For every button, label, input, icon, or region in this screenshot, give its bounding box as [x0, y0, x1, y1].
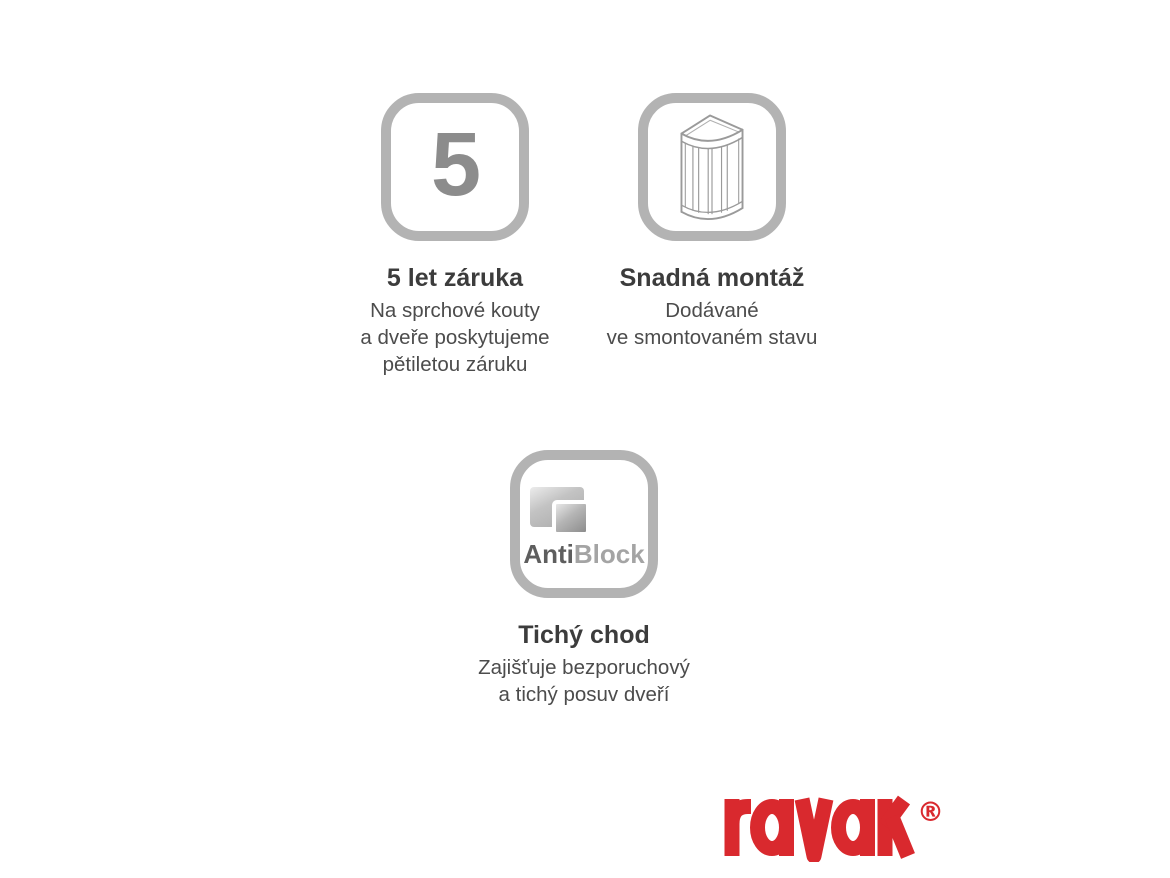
feature-assembly-line-2: ve smontovaném stavu	[606, 326, 818, 349]
feature-warranty-line-3: pětiletou záruku	[382, 353, 528, 376]
antiblock-icon	[510, 450, 658, 598]
shower-enclosure-icon	[638, 93, 786, 241]
registered-mark: ®	[917, 797, 944, 828]
shower-enclosure-drawing	[662, 105, 762, 229]
ravak-logo-lettering	[720, 792, 965, 862]
feature-quiet-line-2: a tichý posuv dveří	[498, 683, 670, 706]
feature-assembly-description	[607, 297, 818, 351]
antiblock-label-anti: Anti	[523, 539, 574, 569]
feature-warranty-description	[360, 297, 549, 378]
feature-warranty-title: 5 let záruka	[386, 264, 524, 292]
feature-assembly-line-1: Dodávané	[665, 299, 759, 322]
ravak-logo	[720, 792, 965, 862]
feature-warranty-line-2: a dveře poskytujeme	[360, 326, 550, 349]
feature-quiet-description	[478, 654, 690, 708]
antiblock-squares-icon	[529, 486, 593, 538]
feature-assembly	[542, 93, 882, 351]
antiblock-label-block: Block	[573, 539, 645, 569]
5-years-badge-icon	[381, 93, 529, 241]
antiblock-label	[523, 541, 644, 567]
feature-quiet-line-1: Zajišťuje bezporuchový	[478, 656, 690, 679]
feature-warranty-line-1: Na sprchové kouty	[370, 299, 540, 322]
feature-assembly-title: Snadná montáž	[619, 264, 805, 292]
feature-quiet-title: Tichý chod	[518, 621, 650, 649]
digit-5: 5	[430, 115, 480, 215]
feature-quiet-operation	[414, 450, 754, 708]
